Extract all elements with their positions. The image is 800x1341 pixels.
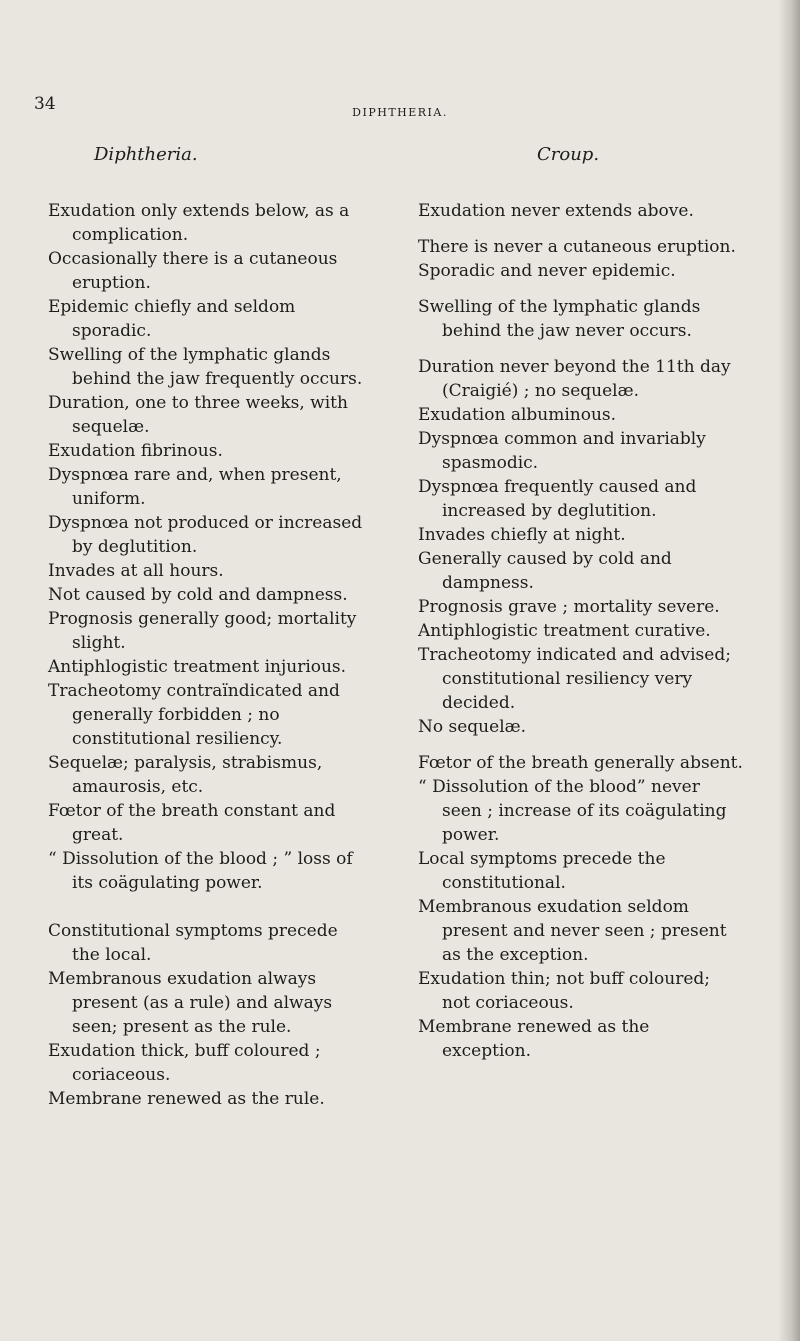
diphtheria-entry: Antiphlogistic treatment injurious.	[48, 657, 347, 677]
diphtheria-entry: Constitutional symptoms precede the local.	[48, 921, 338, 965]
croup-entry: Fœtor of the breath generally absent.	[418, 753, 743, 773]
croup-entry: Membrane renewed as the exception.	[418, 1017, 650, 1061]
diphtheria-entry: Swelling of the lymphatic glands behind the jaw frequently occurs.	[48, 345, 363, 389]
page-edge-shadow	[778, 0, 800, 1341]
croup-entry: No sequelæ.	[418, 717, 527, 737]
croup-entry: Duration never beyond the 11th day (Craigié) ; no sequelæ.	[418, 357, 731, 401]
croup-entry: Prognosis grave ; mortality severe.	[418, 597, 720, 617]
croup-entry: There is never a cutaneous eruption.	[418, 237, 736, 257]
diphtheria-entry: Epidemic chiefly and seldom sporadic.	[48, 297, 296, 341]
croup-entry: Exudation thin; not buff coloured; not coriaceous.	[418, 969, 711, 1013]
croup-entry: Exudation albuminous.	[418, 405, 617, 425]
croup-entry: Invades chiefly at night.	[418, 525, 626, 545]
diphtheria-entry: Dyspnœa not produced or increased by deglutition.	[48, 513, 363, 557]
page-number: 34	[34, 94, 56, 114]
diphtheria-entry: Exudation only extends below, as a complication.	[48, 201, 350, 245]
diphtheria-entry: Membranous exudation always present (as a rule) and always seen; present as the rule.	[48, 969, 333, 1037]
diphtheria-entry: Tracheotomy contraïndicated and generally forbidden ; no constitutional resiliency.	[48, 681, 340, 749]
croup-entry: Dyspnœa frequently caused and increased by deglutition.	[418, 477, 697, 521]
diphtheria-entry: Invades at all hours.	[48, 561, 224, 581]
diphtheria-entry: Not caused by cold and dampness.	[48, 585, 348, 605]
right-column-heading: Croup.	[537, 144, 600, 165]
croup-column	[418, 199, 743, 1063]
diphtheria-entry: Duration, one to three weeks, with sequelæ.	[48, 393, 348, 437]
diphtheria-entry: Occasionally there is a cutaneous eruption.	[48, 249, 338, 293]
diphtheria-entry: Sequelæ; paralysis, strabismus, amaurosis, etc.	[48, 753, 323, 797]
croup-entry: Membranous exudation seldom present and never seen ; present as the exception.	[418, 897, 727, 965]
diphtheria-entry: “ Dissolution of the blood ; ” loss of its coägulating power.	[48, 849, 353, 893]
croup-entry: Antiphlogistic treatment curative.	[418, 621, 711, 641]
diphtheria-column	[48, 199, 370, 1111]
croup-entry: Local symptoms precede the constitutional.	[418, 849, 666, 893]
croup-entry: Swelling of the lymphatic glands behind the jaw never occurs.	[418, 297, 701, 341]
running-head: DIPHTHERIA.	[352, 106, 448, 119]
croup-entry: Tracheotomy indicated and advised; constitutional resiliency very decided.	[418, 645, 731, 713]
croup-entry: Sporadic and never epidemic.	[418, 261, 676, 281]
diphtheria-entry: Prognosis generally good; mortality slight.	[48, 609, 357, 653]
croup-entry: Dyspnœa common and invariably spasmodic.	[418, 429, 706, 473]
diphtheria-entry: Membrane renewed as the rule.	[48, 1089, 325, 1109]
diphtheria-entry: Exudation thick, buff coloured ; coriaceous.	[48, 1041, 321, 1085]
diphtheria-entry: Fœtor of the breath constant and great.	[48, 801, 336, 845]
croup-entry: Exudation never extends above.	[418, 201, 694, 221]
diphtheria-entry: Dyspnœa rare and, when present, uniform.	[48, 465, 342, 509]
diphtheria-entry: Exudation fibrinous.	[48, 441, 223, 461]
croup-entry: “ Dissolution of the blood” never seen ; increase of its coägulating power.	[418, 777, 727, 845]
croup-entry: Generally caused by cold and dampness.	[418, 549, 672, 593]
left-column-heading: Diphtheria.	[94, 144, 198, 165]
